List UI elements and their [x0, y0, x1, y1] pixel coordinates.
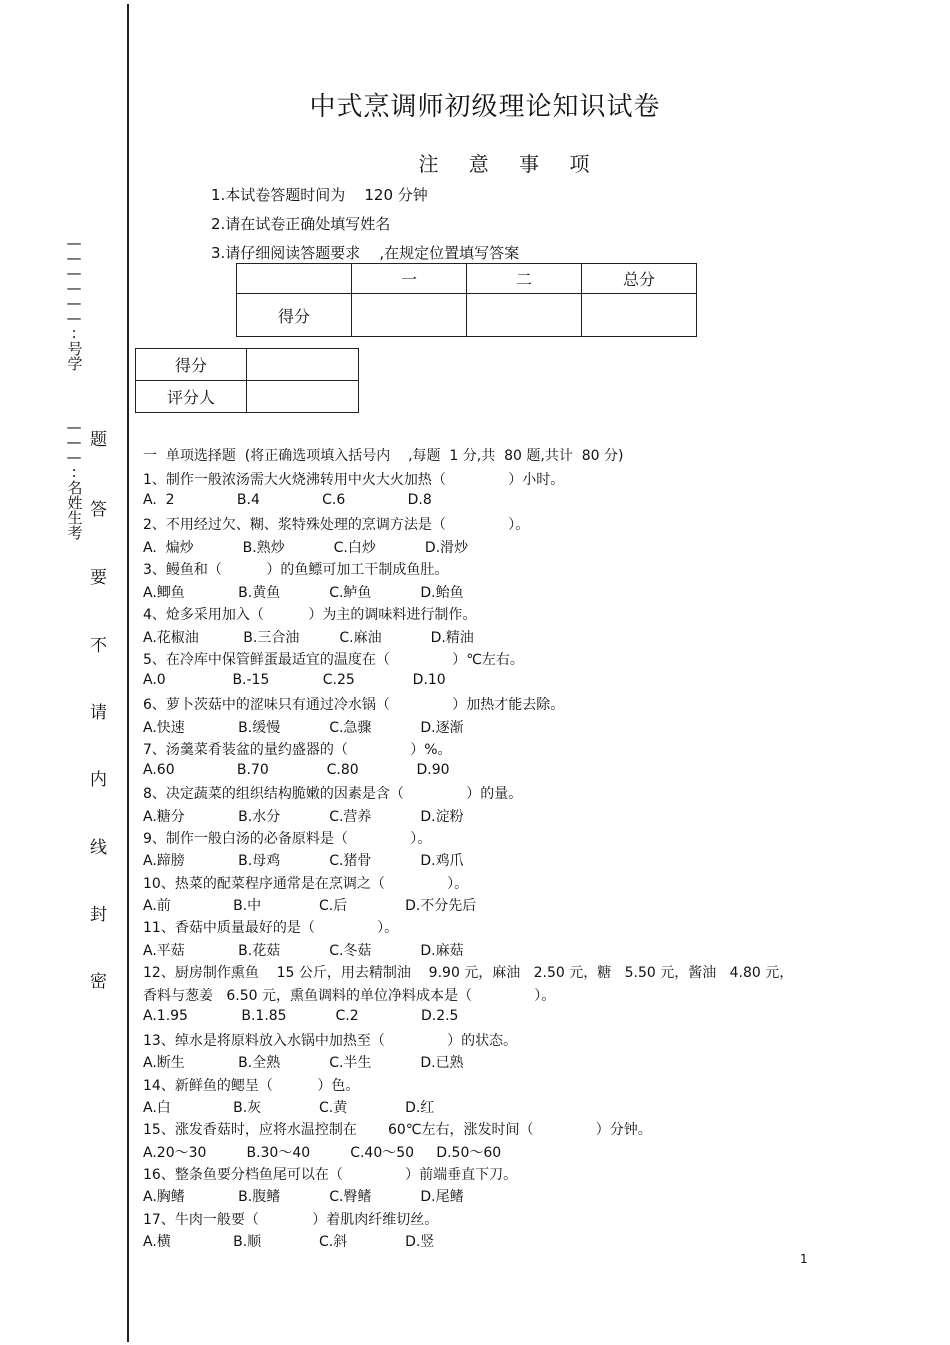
answer-options: A.0 B.-15 C.25 D.10 [143, 672, 446, 688]
seal-char: 密 [90, 972, 107, 992]
binding-line [127, 4, 129, 1342]
grader-cell[interactable] [247, 381, 359, 413]
name-label: 名姓生考 [65, 480, 84, 540]
question-text: 16、整条鱼要分档鱼尾可以在（ ）前端垂直下刀。 [143, 1167, 518, 1183]
answer-options: A.横 B.顺 C.斜 D.竖 [143, 1234, 435, 1250]
question-text: 3、鳗鱼和（ ）的鱼鳔可加工干制成鱼肚。 [143, 562, 449, 578]
question-text: 9、制作一般白汤的必备原料是（ ）。 [143, 831, 432, 847]
seal-char: 请 [90, 703, 107, 723]
question-text: 5、在冷库中保管鲜蛋最适宜的温度在（ ）℃左右。 [143, 652, 524, 668]
dash-line: — [66, 249, 82, 267]
answer-options: A. 2 B.4 C.6 D.8 [143, 492, 432, 508]
dash-line: — [66, 294, 82, 312]
question-text: 12、厨房制作熏鱼 15 公斤，用去精制油 9.90 元，麻油 2.50 元，糖 5.50 元，酱油 4.80 元， [143, 965, 794, 981]
question-text: 14、新鲜鱼的鳃呈（ ）色。 [143, 1078, 360, 1094]
score-table-header: 总分 [582, 264, 697, 294]
question-text: 15、涨发香菇时，应将水温控制在 60℃左右，涨发时间（ ）分钟。 [143, 1122, 652, 1138]
score-table-header [237, 264, 352, 294]
notice-heading: 注 意 事 项 [418, 152, 602, 176]
score-cell[interactable] [352, 294, 467, 337]
answer-options: A.断生 B.全熟 C.半生 D.已熟 [143, 1055, 464, 1071]
answer-options: A.蹄膀 B.母鸡 C.猪骨 D.鸡爪 [143, 853, 464, 869]
dash-line: — [66, 448, 82, 466]
score-table [236, 263, 697, 337]
student-id-field [62, 236, 86, 371]
answer-options: A.白 B.灰 C.黄 D.红 [143, 1100, 435, 1116]
score-table-header: 一 [352, 264, 467, 294]
notice-item: 2.请在试卷正确处填写姓名 [211, 215, 391, 233]
answer-options: A.1.95 B.1.85 C.2 D.2.5 [143, 1008, 459, 1024]
question-text: 13、绰水是将原料放入水锅中加热至（ ）的状态。 [143, 1033, 518, 1049]
name-field [62, 420, 86, 540]
score-table-header: 二 [467, 264, 582, 294]
question-text: 8、决定蔬菜的组织结构脆嫩的因素是含（ ）的量。 [143, 786, 523, 802]
grader-label: 评分人 [136, 381, 247, 413]
section-heading: 一 单项选择题 (将正确选项填入括号内 ,每题 1 分,共 80 题,共计 80 分) [143, 448, 624, 464]
score-cell[interactable] [467, 294, 582, 337]
notice-item: 1.本试卷答题时间为 120 分钟 [211, 186, 428, 204]
seal-char: 题 [90, 430, 107, 450]
question-text: 6、萝卜茨菇中的涩味只有通过冷水锅（ ）加热才能去除。 [143, 697, 565, 713]
answer-options: A.胸鳍 B.腹鳍 C.臀鳍 D.尾鳍 [143, 1189, 464, 1205]
answer-options: A.20～30 B.30～40 C.40～50 D.50～60 [143, 1145, 502, 1161]
question-text: 香料与葱姜 6.50 元，熏鱼调料的单位净料成本是（ ）。 [143, 988, 556, 1004]
answer-options: A.花椒油 B.三合油 C.麻油 D.精油 [143, 630, 474, 646]
dash-line: — [66, 264, 82, 282]
answer-options: A.前 B.中 C.后 D.不分先后 [143, 898, 477, 914]
grader-score-label: 得分 [136, 349, 247, 381]
question-text: 1、制作一般浓汤需大火烧沸转用中火大火加热（ ）小时。 [143, 472, 565, 488]
answer-options: A.平菇 B.花菇 C.冬菇 D.麻菇 [143, 943, 464, 959]
grader-table [135, 348, 359, 413]
score-cell[interactable] [582, 294, 697, 337]
seal-char: 线 [90, 838, 107, 858]
grader-score-cell[interactable] [247, 349, 359, 381]
question-text: 17、牛肉一般要（ ）着肌肉纤维切丝。 [143, 1212, 439, 1228]
answer-options: A.鲫鱼 B.黄鱼 C.鲈鱼 D.鲐鱼 [143, 585, 464, 601]
question-text: 2、不用经过欠、糊、浆特殊处理的烹调方法是（ ）。 [143, 517, 530, 533]
question-text: 11、香菇中质量最好的是（ ）。 [143, 920, 399, 936]
question-text: 10、热菜的配菜程序通常是在烹调之（ ）。 [143, 876, 469, 892]
answer-options: A. 煸炒 B.熟炒 C.白炒 D.滑炒 [143, 540, 469, 556]
dash-line: — [66, 418, 82, 436]
answer-options: A.60 B.70 C.80 D.90 [143, 762, 450, 778]
dash-line: — [66, 433, 82, 451]
dash-line: — [66, 234, 82, 252]
dash-line: — [66, 279, 82, 297]
page-number: 1 [800, 1252, 808, 1266]
answer-options: A.快速 B.缓慢 C.急骤 D.逐渐 [143, 720, 464, 736]
student-id-label: 号学 [65, 341, 84, 371]
seal-char: 内 [90, 770, 107, 790]
question-text: 4、炝多采用加入（ ）为主的调味料进行制作。 [143, 607, 477, 623]
answer-options: A.糖分 B.水分 C.营养 D.淀粉 [143, 809, 464, 825]
dot-mark: : [71, 324, 77, 342]
score-row-label: 得分 [237, 294, 352, 337]
notice-item: 3.请仔细阅读答题要求 ,在规定位置填写答案 [211, 244, 520, 262]
dash-line: — [66, 309, 82, 327]
dot-mark: : [71, 463, 77, 481]
seal-char: 答 [90, 500, 107, 520]
seal-char: 封 [90, 905, 107, 925]
exam-title: 中式烹调师初级理论知识试卷 [309, 92, 661, 122]
seal-char: 不 [90, 636, 107, 656]
seal-char: 要 [90, 568, 107, 588]
question-text: 7、汤羹菜肴装盆的量约盛器的（ ）%。 [143, 742, 452, 758]
